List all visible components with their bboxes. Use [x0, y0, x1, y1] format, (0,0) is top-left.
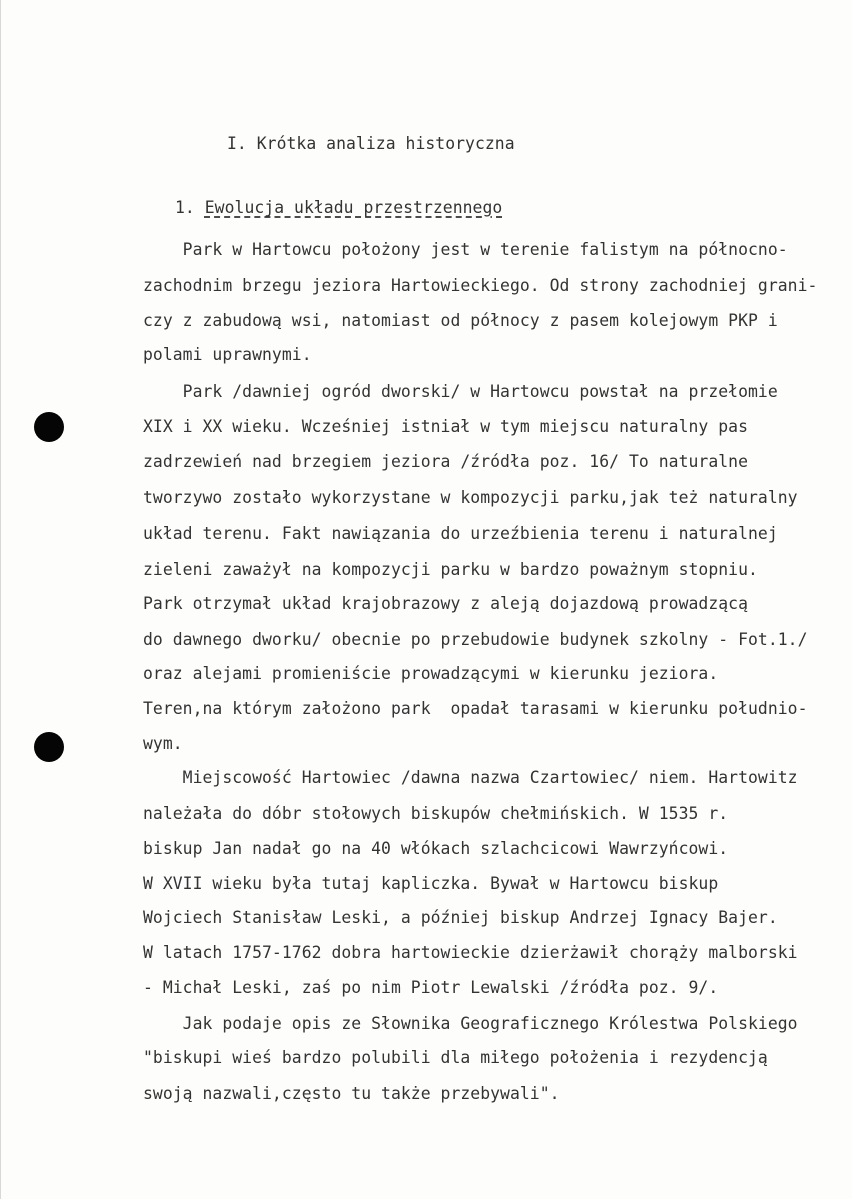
- text-line: biskup Jan nadał go na 40 włókach szlachcicowi Wawrzyńcowi.: [143, 839, 729, 858]
- text-line: zadrzewień nad brzegiem jeziora /źródła poz. 16/ To naturalne: [143, 452, 748, 471]
- text-line: Park /dawniej ogród dworski/ w Hartowcu powstał na przełomie: [143, 382, 778, 401]
- text-line: należała do dóbr stołowych biskupów chełmińskich. W 1535 r.: [143, 804, 729, 823]
- subsection-number: 1.: [175, 198, 195, 217]
- text-line: - Michał Leski, zaś po nim Piotr Lewalski /źródła poz. 9/.: [143, 978, 719, 997]
- text-line: swoją nazwali,często tu także przebywali".: [143, 1084, 560, 1103]
- text-line: wym.: [143, 734, 183, 753]
- text-line: Park otrzymał układ krajobrazowy z aleją dojazdową prowadzącą: [143, 594, 748, 613]
- punch-hole-lower: [34, 732, 64, 762]
- text-line: W XVII wieku była tutaj kapliczka. Bywał w Hartowcu biskup: [143, 874, 719, 893]
- text-line: Jak podaje opis ze Słownika Geograficznego Królestwa Polskiego: [143, 1014, 798, 1033]
- punch-hole-upper: [34, 412, 64, 442]
- text-line: zachodnim brzegu jeziora Hartowieckiego. Od strony zachodniej grani-: [143, 276, 818, 295]
- text-line: układ terenu. Fakt nawiązania do urzeźbienia terenu i naturalnej: [143, 524, 778, 543]
- text-line: polami uprawnymi.: [143, 345, 312, 364]
- text-line: czy z zabudową wsi, natomiast od północy z pasem kolejowym PKP i: [143, 311, 778, 330]
- subsection-heading: [175, 198, 502, 218]
- text-line: XIX i XX wieku. Wcześniej istniał w tym miejscu naturalny pas: [143, 417, 748, 436]
- text-line: oraz alejami promieniście prowadzącymi w kierunku jeziora.: [143, 664, 719, 683]
- text-line: do dawnego dworku/ obecnie po przebudowie budynek szkolny - Fot.1./: [143, 630, 808, 649]
- text-line: Miejscowość Hartowiec /dawna nazwa Czartowiec/ niem. Hartowitz: [143, 768, 798, 787]
- text-line: W latach 1757-1762 dobra hartowieckie dzierżawił chorąży malborski: [143, 943, 798, 962]
- text-line: tworzywo zostało wykorzystane w kompozycji parku,jak też naturalny: [143, 488, 798, 507]
- text-line: Wojciech Stanisław Leski, a później biskup Andrzej Ignacy Bajer.: [143, 908, 778, 927]
- text-line: zieleni zaważył na kompozycji parku w bardzo poważnym stopniu.: [143, 560, 758, 579]
- text-line: Park w Hartowcu położony jest w terenie falistym na północno-: [143, 240, 788, 259]
- section-heading: I. Krótka analiza historyczna: [227, 134, 515, 153]
- text-line: "biskupi wieś bardzo polubili dla miłego położenia i rezydencją: [143, 1048, 768, 1067]
- text-line: Teren,na którym założono park opadał tarasami w kierunku południo-: [143, 699, 808, 718]
- subsection-title: Ewolucja układu przestrzennego: [204, 198, 503, 217]
